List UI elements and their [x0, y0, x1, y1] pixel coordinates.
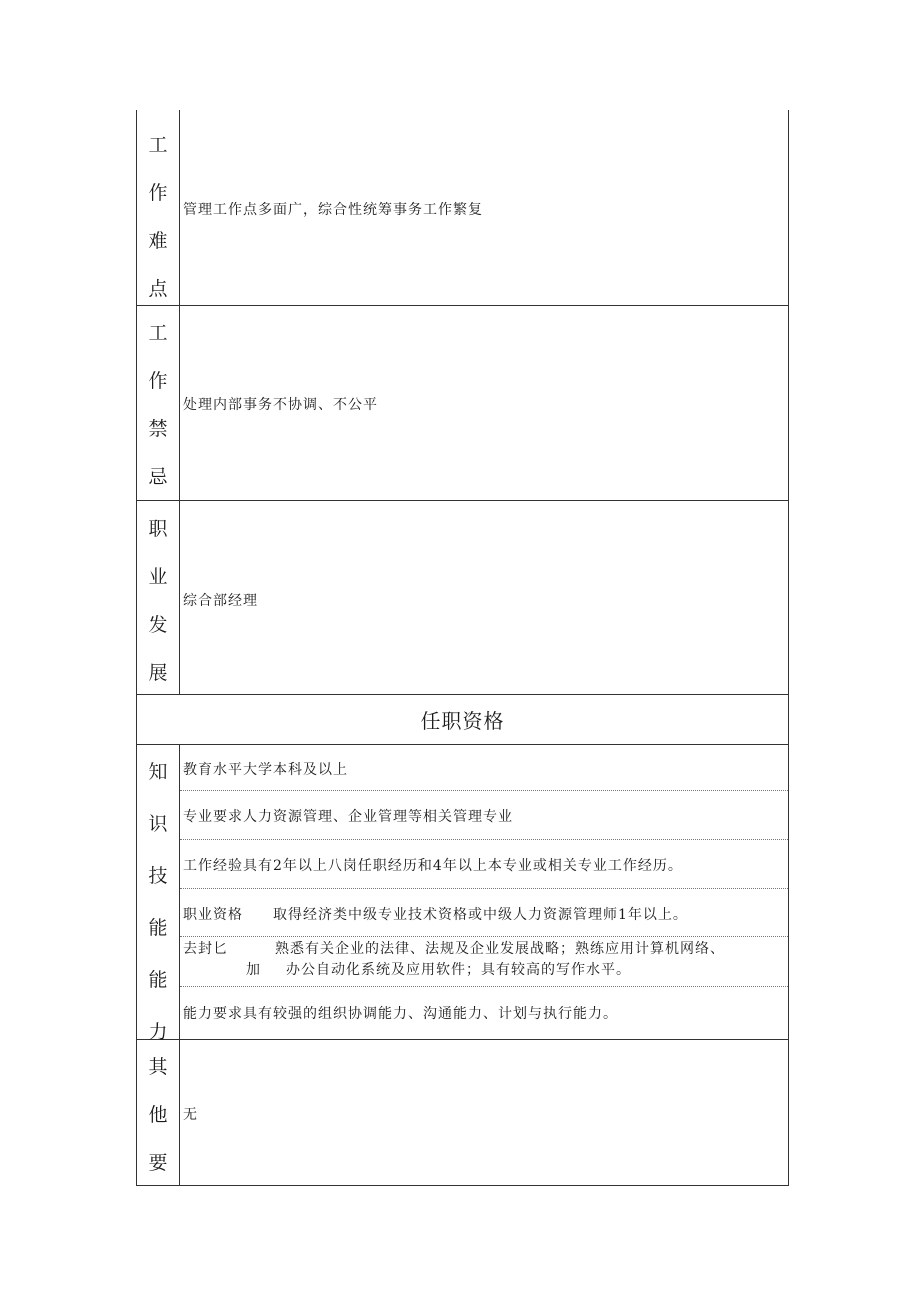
label-char: 作 — [148, 182, 168, 204]
row-divider — [136, 744, 789, 745]
knowledge-prefix: 加 — [246, 962, 261, 978]
row-divider — [136, 694, 789, 695]
knowledge-line: 办公自动化系统及应用软件；具有较高的写作水平。 — [286, 962, 631, 978]
label-char: 难 — [148, 230, 168, 252]
row-divider — [136, 1039, 789, 1040]
label-char: 他 — [148, 1104, 168, 1126]
row-divider — [136, 305, 789, 306]
label-char: 知 — [148, 761, 168, 783]
label-char: 职 — [148, 518, 168, 540]
label-char: 工 — [148, 134, 168, 156]
label-char: 忌 — [148, 466, 168, 488]
table-right-border — [788, 110, 789, 1186]
label-char: 作 — [148, 370, 168, 392]
qualification-row-divider — [180, 936, 788, 937]
label-char: 其 — [148, 1056, 168, 1078]
qualifications-title: 任职资格 — [420, 709, 505, 733]
knowledge-prefix: 去封匕 — [183, 941, 228, 957]
qualification-row-divider — [180, 790, 788, 791]
qualification-row-divider — [180, 888, 788, 889]
qualification-row-divider — [180, 839, 788, 840]
label-char: 禁 — [148, 418, 168, 440]
label-column-divider — [179, 744, 180, 1186]
label-char: 识 — [148, 813, 168, 835]
label-char: 点 — [148, 278, 168, 300]
prohibition-label — [137, 318, 179, 489]
table-bottom-border — [136, 1185, 789, 1186]
label-char: 力 — [148, 1021, 168, 1043]
label-column-divider — [179, 110, 180, 695]
knowledge-line: 熟悉有关企业的法律、法规及企业发展战略；熟练应用计算机网络、 — [275, 941, 725, 957]
label-char: 技 — [148, 865, 168, 887]
career-label — [137, 514, 179, 685]
education-row: 教育水平大学本科及以上 — [183, 762, 348, 778]
label-char: 展 — [148, 662, 168, 684]
row-divider — [136, 500, 789, 501]
qualification-row-divider — [180, 986, 788, 987]
label-char: 工 — [148, 322, 168, 344]
other-label — [137, 1052, 179, 1175]
label-char: 发 — [148, 614, 168, 636]
other-content: 无 — [183, 1107, 198, 1123]
label-char: 能 — [148, 917, 168, 939]
difficulty-label — [137, 130, 179, 301]
career-content: 综合部经理 — [183, 593, 258, 609]
qualifications-label — [137, 757, 179, 1044]
experience-row: 工作经验具有2年以上八岗任职经历和4年以上本专业或相关专业工作经历。 — [183, 858, 683, 874]
label-char: 业 — [148, 566, 168, 588]
major-row: 专业要求人力资源管理、企业管理等相关管理专业 — [183, 809, 513, 825]
ability-row: 能力要求具有较强的组织协调能力、沟通能力、计划与执行能力。 — [183, 1006, 618, 1022]
label-char: 要 — [148, 1152, 168, 1174]
prohibition-content: 处理内部事务不协调、不公平 — [183, 397, 378, 413]
difficulty-content: 管理工作点多面广，综合性统筹事务工作繁复 — [183, 202, 483, 218]
label-char: 能 — [148, 969, 168, 991]
certification-row: 职业资格 取得经济类中级专业技术资格或中级人力资源管理师1年以上。 — [183, 907, 688, 923]
